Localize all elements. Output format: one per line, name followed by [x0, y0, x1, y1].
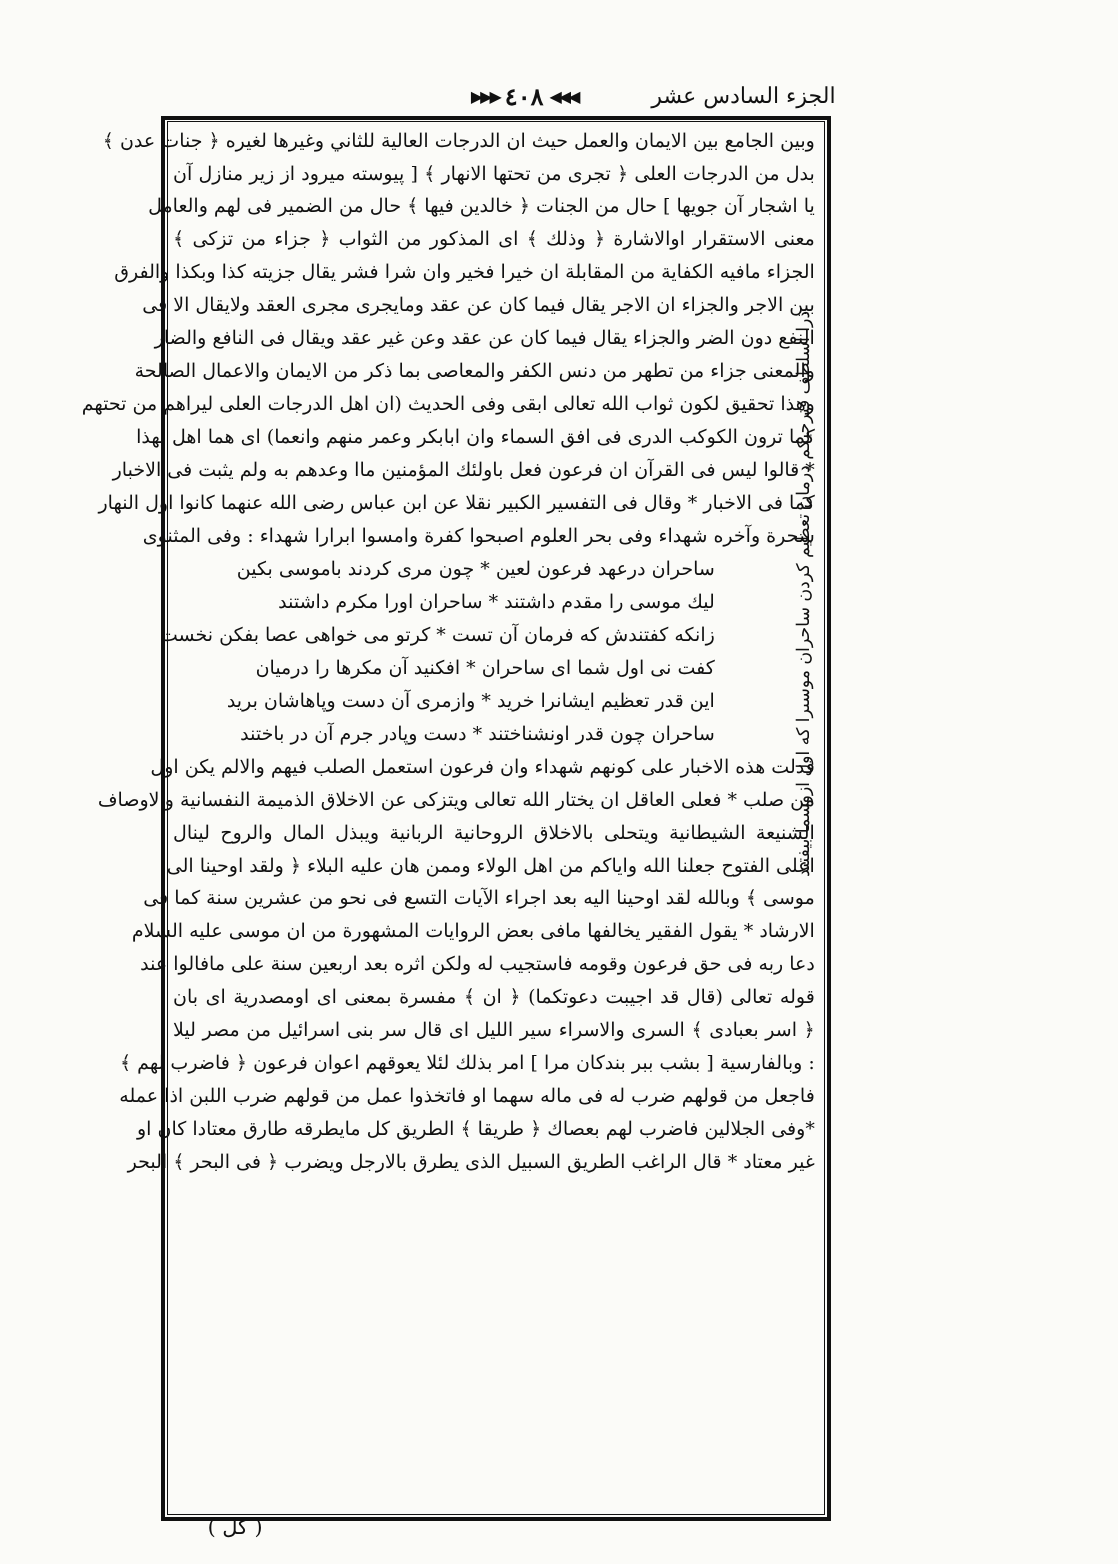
part-title: الجزء السادس عشر [651, 83, 836, 109]
text-line: من صلب * فعلى العاقل ان يختار الله تعالى ويتزكى عن الاخلاق الذميمة النفسانية والاوصاف [97, 788, 815, 811]
margin-note: ذرا اسلطف فترحيكم درمان تعظيم كردن ساحران موسىرا كه اول ازوسما بيفتند [793, 311, 814, 878]
text-line: *وفى الجلالين فاضرب لهم بعصاك ﴿ طريقا ﴾ الطريق كل مايطرقه طارق معتادا كان او [136, 1118, 815, 1141]
text-line: سحرة وآخره شهداء وفى بحر العلوم اصبحوا كفرة وامسوا ابرارا شهداء : وفى المثنوى [142, 524, 815, 547]
page-header [161, 80, 836, 115]
text-line: دعا ربه فى حق فرعون وقومه فاستجيب له ولكن اثره بعد اربعين سنة على مافالوا عند [140, 953, 815, 976]
catchword: ( كل ) [207, 1515, 263, 1540]
text-line: وهذا تحقيق لكون ثواب الله تعالى ابقى وفى الحديث (ان اهل الدرجات العلى ليراهم من تحتهم [81, 393, 815, 416]
text-line: يا اشجار آن جويها ] حال من الجنات ﴿ خالدين فيها ﴾ حال من الضمير فى لهم والعامل [148, 195, 815, 218]
text-line: الجزاء مافيه الكفاية من المقابلة ان خيرا فخير وان شرا فشر يقال جزيته كذا وبكذا والفرق [114, 261, 815, 284]
text-line: اعلى الفتوح جعلنا الله واياكم من اهل الولاء وممن هان عليه البلاء ﴿ ولقد اوحينا الى [166, 854, 815, 877]
text-body [81, 125, 815, 1509]
text-line: النفع دون الضر والجزاء يقال فيما كان عن عقد وعن غير عقد ويقال فى النافع والضار [154, 327, 815, 350]
text-line: فاجعل من قولهم ضرب له فى ماله سهما او فاتخذوا عمل من قولهم ضرب اللبن اذا عمله [119, 1085, 815, 1108]
verse-line: ساحران درعهد فرعون لعين * چون مرى كردند باموسى بكين [236, 557, 715, 580]
text-line: الارشاد * يقول الفقير يخالفها مافى بعض الروايات المشهورة من ان موسى عليه السلام [131, 920, 815, 943]
page-number [471, 82, 578, 111]
verse-line: كفت نى اول شما اى ساحران * افكنيد آن مكرها را درميان [255, 656, 715, 679]
text-line: الشنيعة الشيطانية ويتحلى بالاخلاق الروحانية الربانية ويبذل المال والروح لينال [173, 821, 815, 844]
text-line: بين الاجر والجزاء ان الاجر يقال فيما كان عن عقد ومايجرى مجرى العقد ولايقال الا فى [142, 294, 815, 317]
text-line: كما فى الاخبار * وقال فى التفسير الكبير نقلا عن ابن عباس رضى الله عنهما كانوا اول النهار [98, 492, 815, 515]
text-line: غير معتاد * قال الراغب الطريق السبيل الذى يطرق بالارجل ويضرب ﴿ فى البحر ﴾ البحر [127, 1151, 815, 1174]
verse-line: اين قدر تعظيم ايشانرا خريد * وازمرى آن دست وپاهاشان بريد [226, 689, 715, 712]
verse-line: زانكه كفتندش كه فرمان آن تست * كرتو مى خواهى عصا بفكن نخست [159, 623, 715, 646]
verse-line: ليك موسى را مقدم داشتند * ساحران اورا مكرم داشتند [278, 590, 715, 613]
page-number-text: ٤٠٨ [504, 81, 544, 111]
text-line: * قالوا ليس فى القرآن ان فرعون فعل باولئك المؤمنين ماا وعدهم به ولم يثبت فى الاخبار [112, 459, 815, 482]
text-line: والمعنى جزاء من تطهر من دنس الكفر والمعاصى بما ذكر من الايمان والاعمال الصالحة [134, 360, 815, 383]
text-line: ﴿ اسر بعبادى ﴾ السرى والاسراء سير الليل اى قال سر بنى اسرائيل من مصر ليلا [173, 1019, 815, 1042]
text-line: كما ترون الكوكب الدرى فى افق السماء وان ابابكر وعمر منهم وانعما) اى هما اهل لهذا [136, 426, 815, 449]
text-line: قوله تعالى (قال قد اجيبت دعوتكما) ﴿ ان ﴾ مفسرة بمعنى اى اومصدرية اى بان [173, 986, 815, 1009]
ornament-left-icon: ◀◀◀ [549, 86, 578, 106]
text-line: فدلت هذه الاخبار على كونهم شهداء وان فرعون استعمل الصلب فيهم والالم يكن اول [150, 755, 815, 778]
text-line: وبين الجامع بين الايمان والعمل حيث ان الدرجات العالية للثاني وغيرها لغيره ﴿ جنات عدن ﴾ [102, 129, 815, 152]
text-line: موسى ﴾ وبالله لقد اوحينا اليه بعد اجراء الآيات التسع فى نحو من عشرين سنة كما فى [143, 887, 815, 910]
text-line: بدل من الدرجات العلى ﴿ تجرى من تحتها الانهار ﴾ [ پيوسته ميرود از زير منازل آن [173, 162, 815, 185]
text-line: معنى الاستقرار اوالاشارة ﴿ وذلك ﴾ اى المذكور من الثواب ﴿ جزاء من تزكى ﴾ [173, 228, 815, 251]
text-line: : وبالفارسية [ بشب ببر بندكان مرا ] امر بذلك لئلا يعوقهم اعوان فرعون ﴿ فاضرب لهم ﴾ [119, 1052, 815, 1075]
verse-line: ساحران چون قدر اونشناختند * دست وپادر جرم آن در باختند [240, 722, 715, 745]
ornament-right-icon: ▶▶▶ [470, 86, 499, 106]
